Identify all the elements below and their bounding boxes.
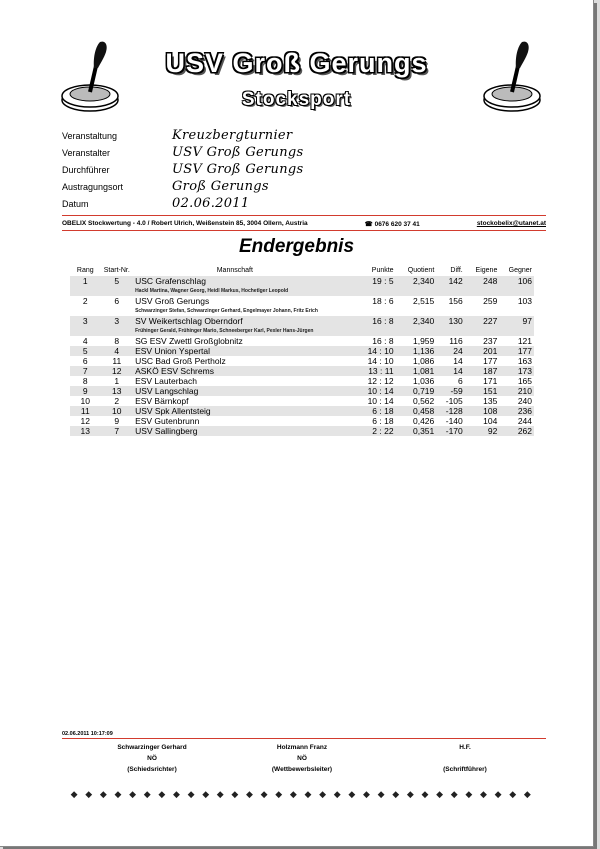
- cell-punkte: 10 : 14: [367, 396, 394, 406]
- table-row: [70, 276, 534, 286]
- info-label: Austragungsort: [62, 182, 124, 192]
- info-value: USV Groß Gerungs: [172, 145, 304, 160]
- info-value: Kreuzbergturnier: [172, 128, 293, 143]
- cell-eigene: 237: [483, 336, 498, 346]
- info-label: Durchführer: [62, 165, 110, 175]
- signature-region: [405, 753, 525, 764]
- cell-start: 10: [101, 406, 134, 416]
- table-row: [70, 296, 534, 306]
- players-list: Frühinger Gerald, Frühinger Mario, Schneeberger Karl, Pexler Hans-Jürgen: [133, 326, 534, 336]
- cell-eigene: 177: [483, 356, 498, 366]
- info-value: USV Groß Gerungs: [172, 162, 304, 177]
- cell-diff: -105: [445, 396, 463, 406]
- cell-quotient: 0,458: [396, 406, 437, 416]
- cell-diff: 14: [453, 356, 463, 366]
- cell-team: USV Spk Allentsteig: [133, 406, 337, 416]
- cell-rang: 1: [70, 276, 101, 286]
- cell-start: 13: [101, 386, 134, 396]
- players-row: [70, 326, 534, 336]
- phone-text: ☎ 0676 620 37 41: [364, 221, 420, 228]
- cell-punkte: 13 : 11: [337, 366, 396, 376]
- col-gegner: Gegner: [508, 267, 532, 274]
- info-value: Groß Gerungs: [172, 179, 269, 194]
- cell-diff: -140: [445, 416, 463, 426]
- cell-eigene: 187: [465, 366, 500, 376]
- cell-gegner: 103: [517, 296, 532, 306]
- results-table: [70, 265, 534, 436]
- cell-gegner: 106: [499, 276, 534, 286]
- cell-gegner: 244: [517, 416, 532, 426]
- cell-quotient: 0,562: [412, 396, 435, 406]
- signature-role: (Schriftführer): [443, 766, 487, 773]
- table-row: [70, 346, 534, 356]
- info-row-veranstaltung: [62, 128, 542, 145]
- cell-team: USC Grafenschlag: [133, 276, 337, 286]
- cell-rang: 6: [82, 356, 88, 366]
- cell-eigene: 135: [483, 396, 498, 406]
- cell-rang: 11: [70, 406, 101, 416]
- cell-start: 12: [101, 366, 134, 376]
- col-team: Mannschaft: [216, 267, 253, 274]
- cell-quotient: 0,426: [412, 416, 435, 426]
- cell-start: 11: [112, 356, 122, 366]
- table-row: [70, 406, 534, 416]
- cell-diff: 130: [436, 316, 464, 326]
- cell-rang: 2: [82, 296, 88, 306]
- info-label: Datum: [62, 199, 89, 209]
- cell-team: USC Bad Groß Pertholz: [135, 356, 226, 366]
- info-row-veranstalter: [62, 145, 542, 162]
- address-text: OBELIX Stockwertung - 4.0 / Robert Ulrich, Weißenstein 85, 3004 Ollern, Austria: [62, 220, 308, 227]
- players-spacer: [70, 326, 133, 336]
- cell-start: 6: [114, 296, 120, 306]
- cell-diff: 14: [436, 366, 464, 376]
- cell-quotient: 2,340: [396, 316, 437, 326]
- table-row: [70, 386, 534, 396]
- table-row: [70, 376, 534, 386]
- cell-gegner: 97: [499, 316, 534, 326]
- cell-start: 9: [114, 416, 120, 426]
- col-start: Start-Nr.: [103, 267, 130, 274]
- table-row: [70, 416, 534, 426]
- ornament-border: ◆ ◆ ◆ ◆ ◆ ◆ ◆ ◆ ◆ ◆ ◆ ◆ ◆ ◆ ◆ ◆ ◆ ◆ ◆ ◆ ◆ ◆ ◆ ◆ ◆ ◆ ◆ ◆ ◆ ◆ ◆ ◆: [70, 789, 534, 799]
- results-heading: Endergebnis: [238, 236, 355, 257]
- players-list: Schwarzinger Stefan, Schwarzinger Gerhard, Engelmayer Johann, Fritz Erich: [135, 307, 318, 314]
- cell-diff: 142: [436, 276, 464, 286]
- cell-rang: 4: [82, 336, 88, 346]
- cell-team: SG ESV Zwettl Großglobnitz: [135, 336, 243, 346]
- players-spacer: [70, 286, 133, 296]
- software-address-line: [62, 220, 546, 228]
- cell-punkte: 18 : 6: [372, 296, 394, 306]
- table-row: [70, 356, 534, 366]
- cell-eigene: 108: [465, 406, 500, 416]
- players-spacer: [70, 306, 133, 316]
- cell-diff: 116: [449, 336, 463, 346]
- signature-role: (Wettbewerbsleiter): [271, 766, 333, 773]
- cell-punkte: 6 : 18: [372, 416, 394, 426]
- cell-rang: 12: [80, 416, 90, 426]
- cell-punkte: 12 : 12: [367, 376, 394, 386]
- cell-gegner: 121: [517, 336, 532, 346]
- players-list: Hackl Martina, Wagner Georg, Heidl Markus, Hochetlger Leopold: [133, 286, 534, 296]
- cell-punkte: 6 : 18: [337, 406, 396, 416]
- cell-diff: 156: [448, 296, 463, 306]
- cell-team: ESV Union Yspertal: [133, 346, 337, 356]
- col-quotient: Quotient: [407, 267, 435, 274]
- table-header-row: [70, 265, 534, 276]
- cell-team: USV Groß Gerungs: [135, 296, 210, 306]
- email-link[interactable]: stockobelix@utanet.at: [476, 220, 546, 227]
- cell-team: ESV Gutenbrunn: [135, 416, 200, 426]
- footer-divider: [62, 738, 546, 739]
- cell-start: 1: [114, 376, 120, 386]
- cell-eigene: 171: [483, 376, 498, 386]
- header-divider: [62, 215, 546, 216]
- cell-team: SV Weikertschlag Oberndorf: [133, 316, 337, 326]
- info-value: 02.06.2011: [172, 196, 250, 211]
- cell-quotient: 1,959: [412, 336, 435, 346]
- signature-name: Holzmann Franz: [276, 744, 328, 751]
- cell-diff: -59: [436, 386, 464, 396]
- cell-quotient: 1,036: [412, 376, 435, 386]
- cell-punkte: 14 : 10: [337, 346, 396, 356]
- cell-diff: -128: [436, 406, 464, 416]
- cell-diff: -170: [436, 426, 464, 436]
- cell-gegner: 262: [499, 426, 534, 436]
- cell-team: ESV Lauterbach: [135, 376, 197, 386]
- info-label: Veranstalter: [62, 148, 111, 158]
- cell-punkte: 19 : 5: [337, 276, 396, 286]
- signature-role: (Schiedsrichter): [127, 766, 177, 773]
- event-info: [62, 128, 542, 213]
- cell-rang: 8: [82, 376, 88, 386]
- cell-start: 3: [101, 316, 134, 326]
- players-row: [70, 286, 534, 296]
- cell-quotient: 1,136: [396, 346, 437, 356]
- players-row: [70, 306, 534, 316]
- print-datetime: 02.06.2011 10:17:09: [62, 731, 113, 737]
- table-row: [70, 336, 534, 346]
- cell-gegner: 210: [499, 386, 534, 396]
- cell-punkte: 2 : 22: [337, 426, 396, 436]
- cell-start: 2: [114, 396, 120, 406]
- address-divider: [62, 230, 546, 231]
- cell-eigene: 92: [465, 426, 500, 436]
- cell-punkte: 16 : 8: [337, 316, 396, 326]
- info-row-durchfuehrer: [62, 162, 542, 179]
- cell-quotient: 0,719: [396, 386, 437, 396]
- cell-team: ESV Bärnkopf: [135, 396, 189, 406]
- cell-punkte: 16 : 8: [372, 336, 394, 346]
- col-eigene: Eigene: [475, 267, 498, 274]
- cell-rang: 9: [70, 386, 101, 396]
- signature-name: H.F.: [459, 744, 471, 751]
- table-row: [70, 366, 534, 376]
- cell-eigene: 151: [465, 386, 500, 396]
- club-subtitle: Stocksport: [241, 89, 352, 110]
- cell-quotient: 0,351: [396, 426, 437, 436]
- cell-start: 8: [114, 336, 120, 346]
- cell-gegner: 177: [499, 346, 534, 356]
- club-title: USV Groß Gerungs: [165, 48, 428, 78]
- cell-start: 5: [101, 276, 134, 286]
- cell-rang: 7: [70, 366, 101, 376]
- cell-rang: 3: [70, 316, 101, 326]
- info-row-datum: [62, 196, 542, 213]
- signature-secretary: [405, 742, 525, 775]
- results-body: [70, 276, 534, 436]
- signature-name: Schwarzinger Gerhard: [117, 744, 187, 751]
- cell-gegner: 165: [517, 376, 532, 386]
- table-row: [70, 316, 534, 326]
- cell-rang: 5: [70, 346, 101, 356]
- cell-punkte: 14 : 10: [367, 356, 394, 366]
- info-label: Veranstaltung: [62, 131, 118, 141]
- signature-region: NÖ: [147, 755, 157, 762]
- cell-quotient: 1,081: [396, 366, 437, 376]
- cell-quotient: 1,086: [412, 356, 435, 366]
- cell-team: USV Sallingberg: [133, 426, 337, 436]
- col-punkte: Punkte: [371, 267, 394, 274]
- info-row-austragungsort: [62, 179, 542, 196]
- cell-start: 7: [101, 426, 134, 436]
- cell-rang: 13: [70, 426, 101, 436]
- cell-punkte: 10 : 14: [337, 386, 396, 396]
- cell-rang: 10: [80, 396, 90, 406]
- cell-team: USV Langschlag: [133, 386, 337, 396]
- cell-quotient: 2,515: [412, 296, 435, 306]
- signature-region: NÖ: [297, 755, 307, 762]
- cell-gegner: 173: [499, 366, 534, 376]
- cell-eigene: 259: [483, 296, 498, 306]
- cell-quotient: 2,340: [396, 276, 437, 286]
- table-row: [70, 396, 534, 406]
- col-diff: Diff.: [450, 267, 463, 274]
- cell-eigene: 227: [465, 316, 500, 326]
- cell-diff: 6: [458, 376, 463, 386]
- table-row: [70, 426, 534, 436]
- signature-referee: [92, 742, 212, 775]
- cell-start: 4: [101, 346, 134, 356]
- col-rang: Rang: [76, 267, 94, 274]
- cell-gegner: 236: [499, 406, 534, 416]
- signature-director: [242, 742, 362, 775]
- cell-team: ASKÖ ESV Schrems: [133, 366, 337, 376]
- cell-diff: 24: [436, 346, 464, 356]
- cell-eigene: 201: [465, 346, 500, 356]
- cell-gegner: 240: [517, 396, 532, 406]
- cell-eigene: 104: [483, 416, 498, 426]
- cell-gegner: 163: [517, 356, 532, 366]
- cell-eigene: 248: [465, 276, 500, 286]
